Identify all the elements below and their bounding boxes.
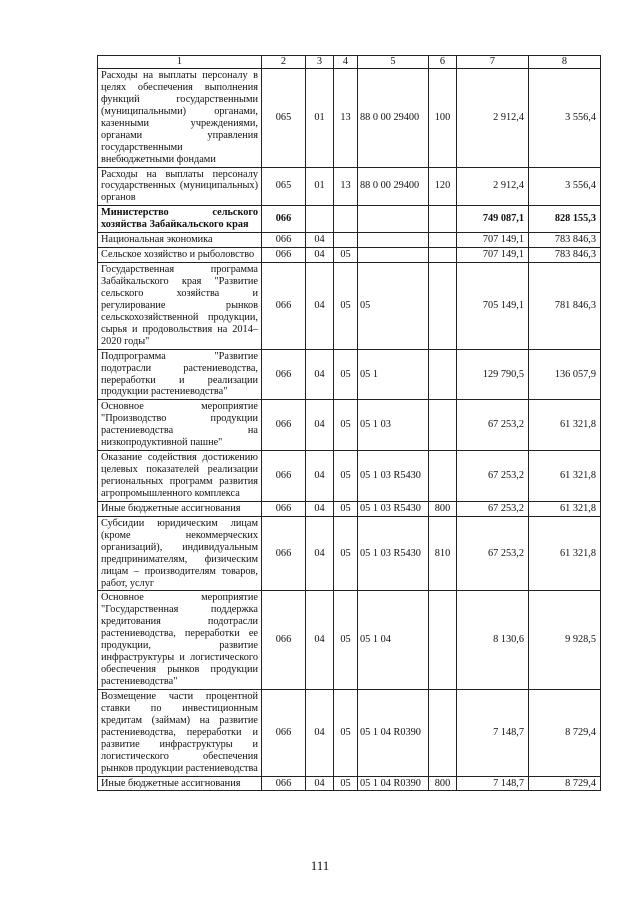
amount-year2-cell: 8 729,4 xyxy=(529,689,601,776)
section-cell: 04 xyxy=(306,776,334,791)
target-article-cell: 05 1 04 xyxy=(358,591,429,690)
page-number: 111 xyxy=(310,858,330,873)
amount-year1-cell: 67 253,2 xyxy=(457,451,529,502)
section-cell: 04 xyxy=(306,591,334,690)
amount-year2-cell: 61 321,8 xyxy=(529,400,601,451)
subsection-cell: 05 xyxy=(334,263,358,350)
target-article-cell xyxy=(358,206,429,233)
header-cell-2: 2 xyxy=(262,56,306,69)
section-cell: 04 xyxy=(306,689,334,776)
expense-type-cell: 100 xyxy=(429,69,457,168)
amount-year2-cell: 9 928,5 xyxy=(529,591,601,690)
table-row xyxy=(98,69,601,168)
description-cell: Министерство сельского хозяйства Забайкальского края xyxy=(98,206,262,233)
amount-year2-cell: 61 321,8 xyxy=(529,451,601,502)
target-article-cell: 05 1 04 R0390 xyxy=(358,776,429,791)
amount-year2-cell: 3 556,4 xyxy=(529,69,601,168)
subsection-cell: 05 xyxy=(334,776,358,791)
amount-year2-cell: 8 729,4 xyxy=(529,776,601,791)
description-cell: Сельское хозяйство и рыболовство xyxy=(98,248,262,263)
amount-year1-cell: 67 253,2 xyxy=(457,516,529,591)
table-row xyxy=(98,248,601,263)
section-cell: 04 xyxy=(306,248,334,263)
amount-year1-cell: 2 912,4 xyxy=(457,167,529,206)
expense-type-cell: 120 xyxy=(429,167,457,206)
ministry-code-cell: 066 xyxy=(262,349,306,400)
section-cell: 04 xyxy=(306,400,334,451)
amount-year1-cell: 67 253,2 xyxy=(457,501,529,516)
table-row xyxy=(98,400,601,451)
ministry-code-cell: 066 xyxy=(262,591,306,690)
amount-year2-cell: 783 846,3 xyxy=(529,248,601,263)
subsection-cell: 13 xyxy=(334,69,358,168)
ministry-code-cell: 066 xyxy=(262,501,306,516)
section-cell: 04 xyxy=(306,501,334,516)
subsection-cell: 05 xyxy=(334,349,358,400)
table-row xyxy=(98,776,601,791)
target-article-cell xyxy=(358,233,429,248)
subsection-cell: 13 xyxy=(334,167,358,206)
target-article-cell xyxy=(358,248,429,263)
subsection-cell xyxy=(334,233,358,248)
ministry-code-cell: 066 xyxy=(262,516,306,591)
ministry-code-cell: 066 xyxy=(262,451,306,502)
target-article-cell: 05 1 03 xyxy=(358,400,429,451)
table-row xyxy=(98,591,601,690)
amount-year1-cell: 129 790,5 xyxy=(457,349,529,400)
header-cell-6: 6 xyxy=(429,56,457,69)
expense-type-cell xyxy=(429,206,457,233)
budget-table xyxy=(97,55,601,791)
expense-type-cell xyxy=(429,248,457,263)
amount-year2-cell: 61 321,8 xyxy=(529,501,601,516)
amount-year1-cell: 707 149,1 xyxy=(457,233,529,248)
description-cell: Субсидии юридическим лицам (кроме некоммерческих организаций), индивидуальным предпринимателям, физическим лицам – производителям товаров, работ, услуг xyxy=(98,516,262,591)
amount-year2-cell: 828 155,3 xyxy=(529,206,601,233)
expense-type-cell xyxy=(429,451,457,502)
amount-year1-cell: 2 912,4 xyxy=(457,69,529,168)
header-cell-1: 1 xyxy=(98,56,262,69)
section-cell xyxy=(306,206,334,233)
amount-year2-cell: 781 846,3 xyxy=(529,263,601,350)
expense-type-cell xyxy=(429,349,457,400)
amount-year1-cell: 749 087,1 xyxy=(457,206,529,233)
section-cell: 01 xyxy=(306,167,334,206)
subsection-cell: 05 xyxy=(334,248,358,263)
amount-year2-cell: 136 057,9 xyxy=(529,349,601,400)
ministry-code-cell: 066 xyxy=(262,233,306,248)
header-cell-7: 7 xyxy=(457,56,529,69)
ministry-code-cell: 066 xyxy=(262,400,306,451)
section-cell: 04 xyxy=(306,516,334,591)
target-article-cell: 05 1 04 R0390 xyxy=(358,689,429,776)
target-article-cell: 88 0 00 29400 xyxy=(358,167,429,206)
section-cell: 04 xyxy=(306,263,334,350)
description-cell: Оказание содействия достижению целевых показателей реализации региональных программ развития агропромышленного комплекса xyxy=(98,451,262,502)
amount-year1-cell: 8 130,6 xyxy=(457,591,529,690)
ministry-code-cell: 066 xyxy=(262,248,306,263)
description-cell: Иные бюджетные ассигнования xyxy=(98,501,262,516)
ministry-code-cell: 066 xyxy=(262,689,306,776)
description-cell: Государственная программа Забайкальского края "Развитие сельского хозяйства и регулирование рынков сельскохозяйственной продукции, сырья и продовольствия на 2014–2020 годы" xyxy=(98,263,262,350)
target-article-cell: 88 0 00 29400 xyxy=(358,69,429,168)
subsection-cell: 05 xyxy=(334,400,358,451)
description-cell: Расходы на выплаты персоналу государственных (муниципальных) органов xyxy=(98,167,262,206)
expense-type-cell xyxy=(429,233,457,248)
header-cell-3: 3 xyxy=(306,56,334,69)
target-article-cell: 05 1 03 R5430 xyxy=(358,501,429,516)
target-article-cell: 05 1 03 R5430 xyxy=(358,451,429,502)
amount-year1-cell: 7 148,7 xyxy=(457,689,529,776)
section-cell: 01 xyxy=(306,69,334,168)
description-cell: Основное мероприятие "Производство продукции растениеводства на низкопродуктивной пашне" xyxy=(98,400,262,451)
section-cell: 04 xyxy=(306,451,334,502)
ministry-code-cell: 065 xyxy=(262,167,306,206)
subsection-cell: 05 xyxy=(334,516,358,591)
expense-type-cell xyxy=(429,263,457,350)
table-row xyxy=(98,349,601,400)
description-cell: Основное мероприятие "Государственная поддержка кредитования подотрасли растениеводства, переработки ее продукции, развитие инфраструктуры и логистического обеспечения рынков продукции растениеводства" xyxy=(98,591,262,690)
section-cell: 04 xyxy=(306,233,334,248)
expense-type-cell xyxy=(429,591,457,690)
ministry-code-cell: 066 xyxy=(262,206,306,233)
description-cell: Возмещение части процентной ставки по инвестиционным кредитам (займам) на развитие растениеводства, переработки и развитие инфраструктуры и логистического обеспечения рынков продукции растениеводства xyxy=(98,689,262,776)
ministry-code-cell: 066 xyxy=(262,776,306,791)
amount-year2-cell: 783 846,3 xyxy=(529,233,601,248)
header-cell-8: 8 xyxy=(529,56,601,69)
description-cell: Подпрограмма "Развитие подотрасли растениеводства, переработки и реализации продукции растениеводства" xyxy=(98,349,262,400)
table-row xyxy=(98,451,601,502)
table-row xyxy=(98,167,601,206)
subsection-cell: 05 xyxy=(334,451,358,502)
expense-type-cell xyxy=(429,400,457,451)
table-row xyxy=(98,233,601,248)
subsection-cell: 05 xyxy=(334,591,358,690)
subsection-cell xyxy=(334,206,358,233)
subsection-cell: 05 xyxy=(334,689,358,776)
expense-type-cell: 800 xyxy=(429,501,457,516)
expense-type-cell: 810 xyxy=(429,516,457,591)
section-cell: 04 xyxy=(306,349,334,400)
table-header-row xyxy=(98,56,601,69)
table-row xyxy=(98,206,601,233)
amount-year2-cell: 3 556,4 xyxy=(529,167,601,206)
target-article-cell: 05 1 03 R5430 xyxy=(358,516,429,591)
table-row xyxy=(98,689,601,776)
amount-year2-cell: 61 321,8 xyxy=(529,516,601,591)
header-cell-4: 4 xyxy=(334,56,358,69)
expense-type-cell: 800 xyxy=(429,776,457,791)
description-cell: Национальная экономика xyxy=(98,233,262,248)
amount-year1-cell: 67 253,2 xyxy=(457,400,529,451)
amount-year1-cell: 707 149,1 xyxy=(457,248,529,263)
amount-year1-cell: 7 148,7 xyxy=(457,776,529,791)
description-cell: Расходы на выплаты персоналу в целях обеспечения выполнения функций государственными (муниципальными) органами, казенными учреждениями, органами управления государственными внебюджетными фондами xyxy=(98,69,262,168)
table-row xyxy=(98,501,601,516)
description-cell: Иные бюджетные ассигнования xyxy=(98,776,262,791)
subsection-cell: 05 xyxy=(334,501,358,516)
table-row xyxy=(98,516,601,591)
table-row xyxy=(98,263,601,350)
header-cell-5: 5 xyxy=(358,56,429,69)
amount-year1-cell: 705 149,1 xyxy=(457,263,529,350)
expense-type-cell xyxy=(429,689,457,776)
target-article-cell: 05 1 xyxy=(358,349,429,400)
target-article-cell: 05 xyxy=(358,263,429,350)
ministry-code-cell: 066 xyxy=(262,263,306,350)
ministry-code-cell: 065 xyxy=(262,69,306,168)
